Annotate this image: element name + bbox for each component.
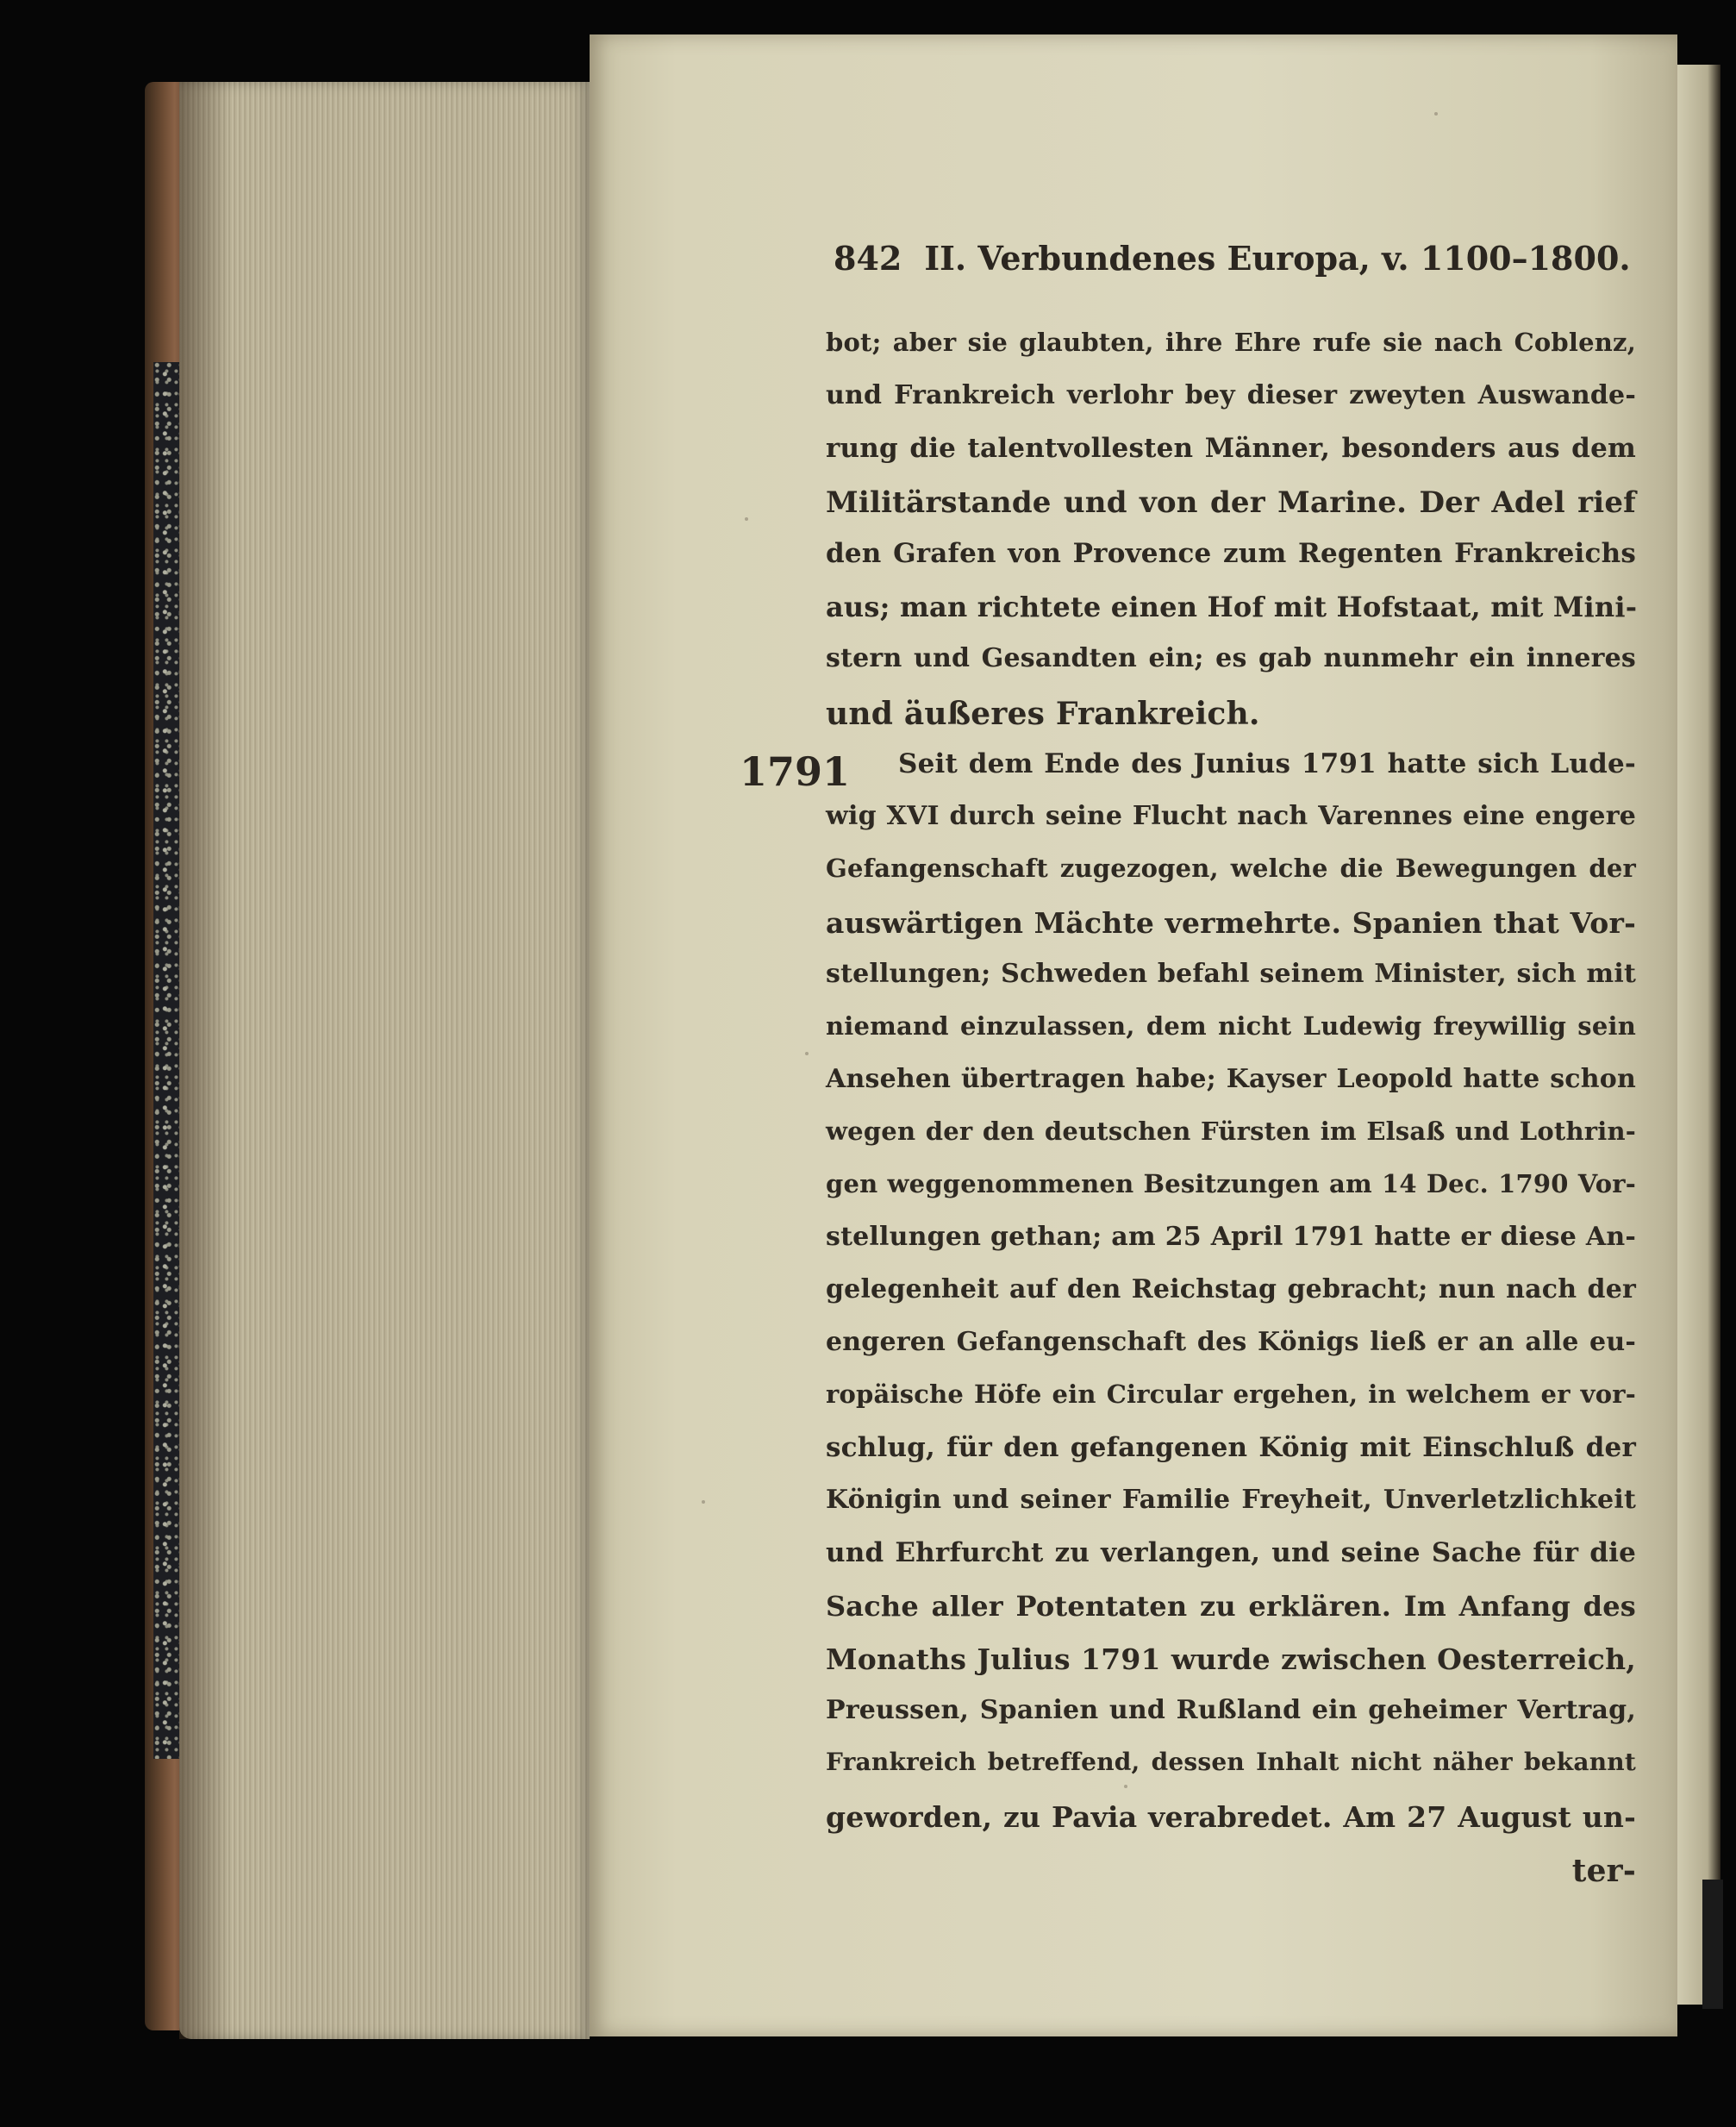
text-line: Sache aller Potentaten zu erklären. Im Anfang des — [826, 1590, 1636, 1623]
page-number: 842 — [834, 239, 902, 278]
next-page-edge — [1677, 65, 1720, 2005]
running-head — [834, 239, 1644, 278]
text-line: bot; aber sie glaubten, ihre Ehre rufe sie nach Coblenz, — [826, 328, 1636, 357]
text-line: Gefangenschaft zugezogen, welche die Bewegungen der — [826, 854, 1636, 883]
marginal-year-note: 1791 — [740, 748, 851, 795]
text-line: Monaths Julius 1791 wurde zwischen Oesterreich, — [826, 1642, 1636, 1676]
text-line: gelegenheit auf den Reichstag gebracht; nun nach der — [826, 1274, 1636, 1304]
text-line: gen weggenommenen Besitzungen am 14 Dec. 1790 Vor- — [826, 1169, 1636, 1198]
text-line: und Frankreich verlohr bey dieser zweyten Auswande- — [826, 380, 1636, 410]
text-line: Militärstande und von der Marine. Der Adel rief — [826, 485, 1636, 520]
text-line: Ansehen übertragen habe; Kayser Leopold hatte schon — [826, 1064, 1636, 1094]
text-line: wegen der den deutschen Fürsten im Elsaß und Lothrin- — [826, 1117, 1636, 1146]
text-line: und Ehrfurcht zu verlangen, und seine Sache für die — [826, 1537, 1636, 1568]
text-line: Preussen, Spanien und Rußland ein geheimer Vertrag, — [826, 1695, 1636, 1725]
text-line: aus; man richtete einen Hof mit Hofstaat, mit Mini- — [826, 591, 1638, 623]
text-line: wig XVI durch seine Flucht nach Varennes eine engere — [826, 801, 1636, 831]
text-line: und äußeres Frankreich. — [826, 696, 1260, 732]
paper-speck — [805, 1052, 809, 1055]
paper-speck — [1434, 112, 1438, 116]
page-block-edge — [179, 82, 590, 2039]
running-head-title: II. Verbundenes Europa, v. 1100–1800. — [924, 239, 1631, 278]
text-line: stellungen; Schweden befahl seinem Minister, sich mit — [826, 959, 1636, 989]
text-line: rung die talentvollesten Männer, besonders aus dem — [826, 433, 1636, 464]
text-line: Frankreich betreffend, dessen Inhalt nicht näher bekannt — [826, 1748, 1636, 1776]
catchword: ter- — [1571, 1853, 1636, 1889]
paper-speck — [745, 517, 748, 521]
text-line: geworden, zu Pavia verabredet. Am 27 August un- — [826, 1800, 1636, 1834]
text-line: engeren Gefangenschaft des Königs ließ er an alle eu- — [826, 1327, 1636, 1357]
text-line: ropäische Höfe ein Circular ergehen, in welchem er vor- — [826, 1379, 1636, 1409]
text-line: stellungen gethan; am 25 April 1791 hatte er diese An- — [826, 1222, 1636, 1252]
text-line: Königin und seiner Familie Freyheit, Unverletzlichkeit — [826, 1485, 1636, 1515]
text-line: niemand einzulassen, dem nicht Ludewig freywillig sein — [826, 1011, 1636, 1041]
text-line: den Grafen von Provence zum Regenten Frankreichs — [826, 538, 1636, 569]
text-line: auswärtigen Mächte vermehrte. Spanien that Vor- — [826, 906, 1636, 940]
text-line: schlug, für den gefangenen König mit Einschluß der — [826, 1432, 1636, 1463]
text-line: Seit dem Ende des Junius 1791 hatte sich Lude- — [898, 748, 1636, 779]
text-line: stern und Gesandten ein; es gab nunmehr ein inneres — [826, 643, 1636, 673]
scan-edge-mark — [1702, 1880, 1723, 2009]
paper-speck — [702, 1500, 705, 1504]
